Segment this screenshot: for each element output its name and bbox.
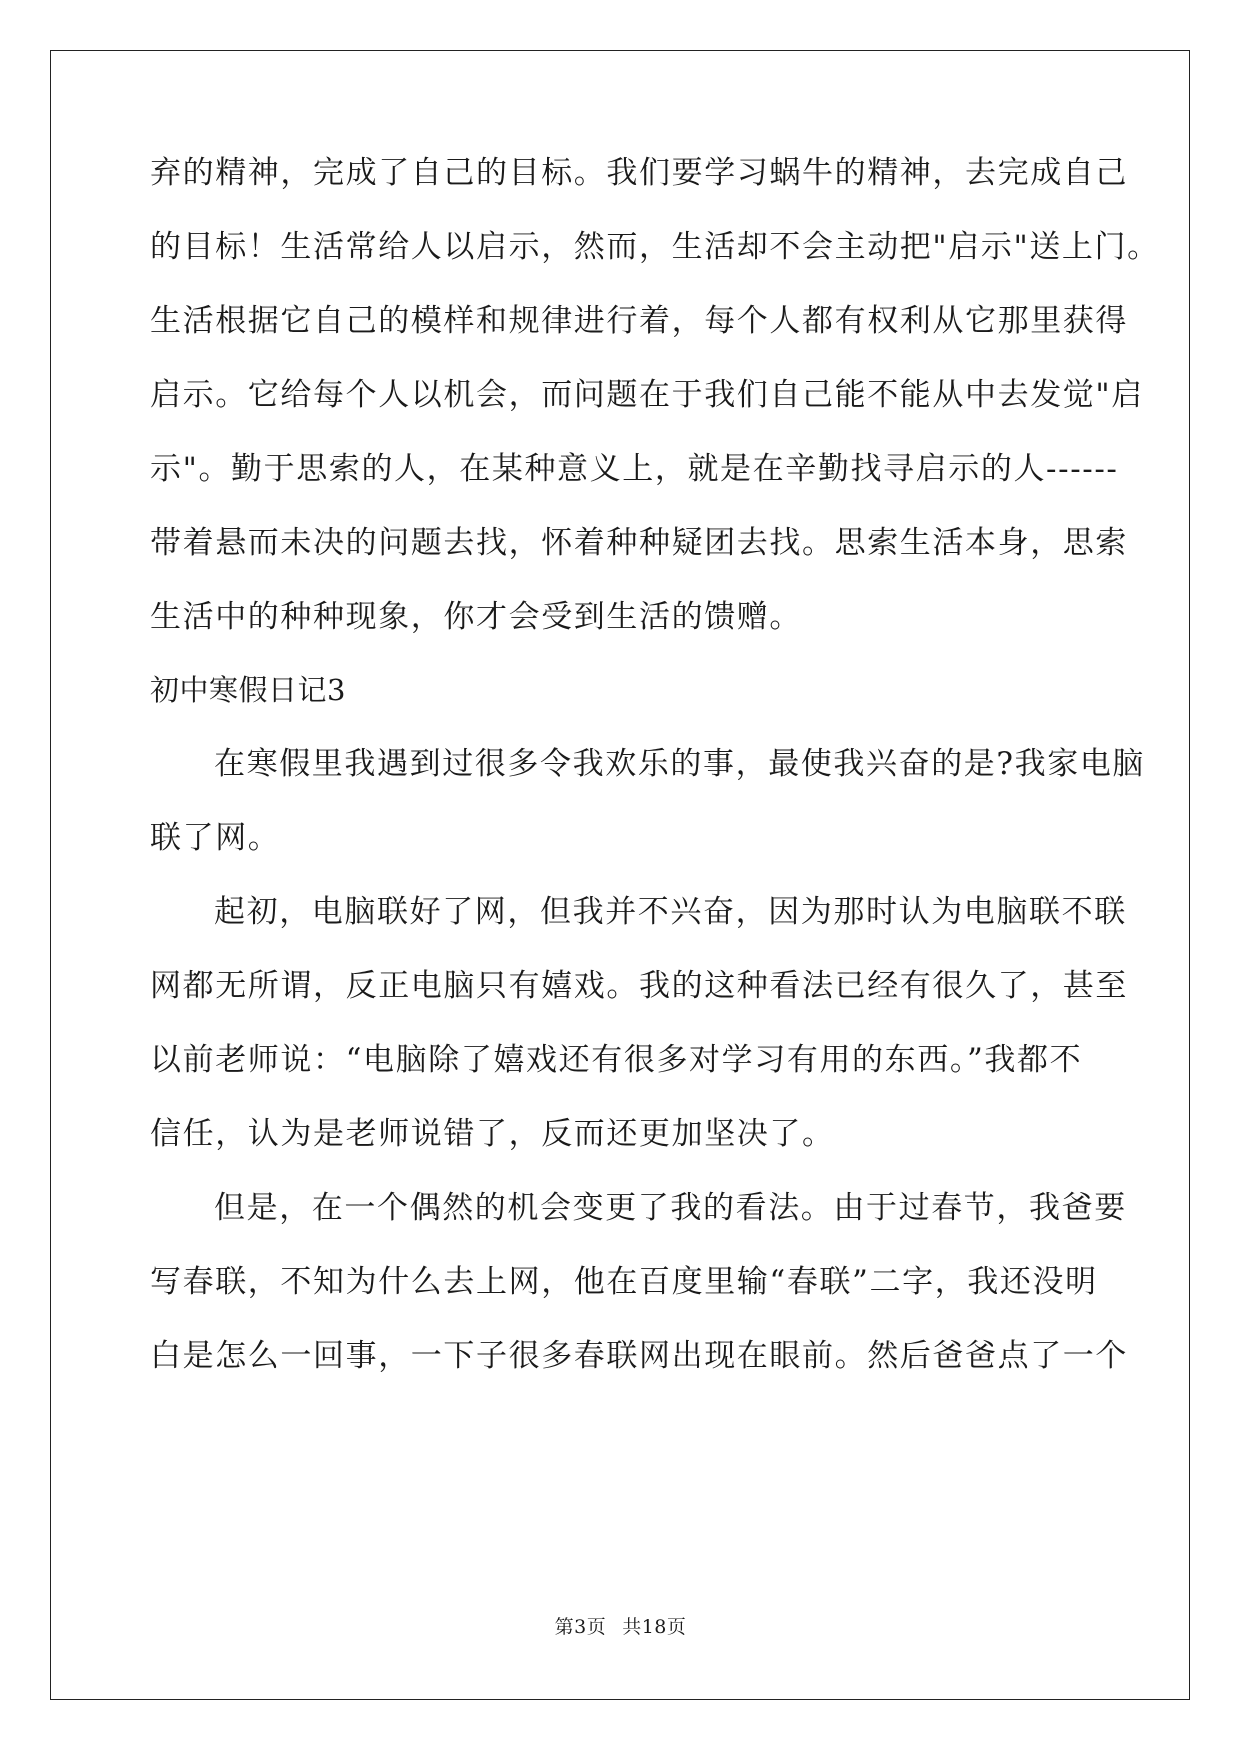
text-line-2: 的目标！生活常给人以启示，然而，生活却不会主动把"启示"送上门。 (150, 229, 1160, 265)
text-line-16: 写春联，不知为什么去上网，他在百度里输“春联”二字，我还没明 (150, 1264, 1098, 1300)
page-total: 共18页 (622, 1616, 687, 1638)
text-line-6: 带着悬而未决的问题去找，怀着种种疑团去找。思索生活本身，思索 (150, 525, 1128, 561)
text-line-17: 白是怎么一回事，一下子很多春联网出现在眼前。然后爸爸点了一个 (150, 1338, 1128, 1374)
text-line-1: 弃的精神，完成了自己的目标。我们要学习蜗牛的精神，去完成自己 (150, 155, 1128, 191)
text-line-12: 网都无所谓，反正电脑只有嬉戏。我的这种看法已经有很久了，甚至 (150, 968, 1128, 1004)
text-line-4: 启示。它给每个人以机会，而问题在于我们自己能不能从中去发觉"启 (150, 377, 1144, 413)
text-line-14: 信任，认为是老师说错了，反而还更加坚决了。 (150, 1116, 835, 1152)
page-footer (0, 1615, 1241, 1639)
text-line-15: 但是，在一个偶然的机会变更了我的看法。由于过春节，我爸要 (214, 1190, 1127, 1226)
text-line-10: 联了网。 (150, 820, 281, 856)
text-line-5: 示"。勤于思索的人，在某种意义上，就是在辛勤找寻启示的人------ (150, 451, 1119, 487)
text-line-9: 在寒假里我遇到过很多令我欢乐的事，最使我兴奋的是?我家电脑 (214, 746, 1146, 782)
section-heading: 初中寒假日记3 (150, 673, 346, 707)
text-line-3: 生活根据它自己的模样和规律进行着，每个人都有权利从它那里获得 (150, 303, 1128, 339)
page-number: 第3页 (554, 1616, 607, 1638)
text-line-13: 以前老师说：“电脑除了嬉戏还有很多对学习有用的东西。”我都不 (150, 1042, 1083, 1078)
text-line-7: 生活中的种种现象，你才会受到生活的馈赠。 (150, 599, 802, 635)
text-line-11: 起初，电脑联好了网，但我并不兴奋，因为那时认为电脑联不联 (214, 894, 1127, 930)
page-border (50, 50, 1190, 1700)
